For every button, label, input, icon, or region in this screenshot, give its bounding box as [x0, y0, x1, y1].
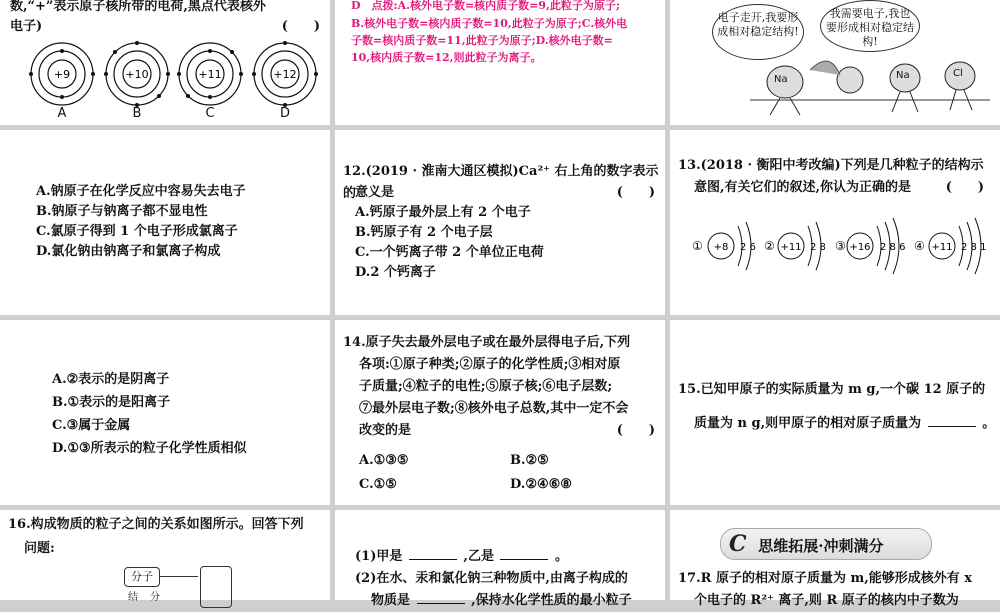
q16-part2-c: ,保持水化学性质的最小粒子 — [471, 593, 632, 608]
struct-3 — [835, 218, 905, 274]
q11-option-c[interactable]: C.氯原子得到 1 个电子形成氯离子 — [36, 224, 238, 239]
q13-stem-line1: 13.(2018 · 衡阳中考改编)下列是几种粒子的结构示 — [678, 158, 984, 173]
struct-1-core: +8 — [713, 242, 729, 253]
struct-3-shells: 2 8 6 — [880, 242, 906, 253]
atom-a-label: A — [57, 106, 67, 121]
cell-q16 — [0, 510, 330, 603]
q14-option-c[interactable]: C.①⑤ — [359, 477, 397, 492]
q15-stem-end: 。 — [982, 416, 996, 431]
struct-3-num: ③ — [835, 239, 846, 253]
speech-bubble-2: 我需要电子,我也要形成相对稳定结构! — [820, 0, 920, 52]
cell-cartoon — [670, 0, 1000, 125]
q16-label-v2: 分 — [150, 592, 160, 603]
q13-answer-bracket: ( ) — [945, 180, 984, 195]
q15-stem-line2-text: 质量为 n g,则甲原子的相对原子质量为 — [694, 416, 922, 431]
q13-stem-line2-text: 意图,有关它们的叙述,你认为正确的是 — [694, 180, 912, 195]
answer-line2: B.核外电子数=核内质子数=10,此粒子为原子;C.核外电 — [351, 17, 628, 30]
q13-option-b[interactable]: B.①表示的是阳离子 — [52, 395, 171, 410]
q10-text-line2 — [10, 16, 320, 38]
q16-part1 — [355, 546, 568, 568]
q16-box-right — [200, 566, 232, 608]
atom-c-core: +11 — [198, 68, 222, 81]
atom-d-core: +12 — [273, 68, 297, 81]
cartoon-na-label-2: Na — [896, 70, 910, 81]
q16-part2-line2 — [371, 590, 632, 612]
atom-c-label: C — [205, 106, 215, 121]
q14-answer-bracket: ( ) — [616, 423, 655, 438]
q16-blank-2[interactable] — [500, 559, 548, 560]
q12-option-c[interactable]: C.一个钙离子带 2 个单位正电荷 — [355, 245, 544, 260]
answer-line1: D 点拨:A.核外电子数=核内质子数=9,此粒子为原子; — [351, 0, 620, 12]
cell-q15 — [670, 320, 1000, 505]
q10-answer-bracket: ( ) — [281, 19, 320, 34]
struct-4-shells: 2 8 1 — [961, 242, 987, 253]
q14-stem-line1: 14.原子失去最外层电子或在最外层得电子后,下列 — [343, 335, 631, 350]
atom-b-core: +10 — [125, 68, 149, 81]
struct-3-core: +16 — [849, 242, 871, 253]
q14-option-a[interactable]: A.①③⑤ — [359, 453, 409, 468]
cartoon-na-label: Na — [774, 74, 788, 85]
atom-b-label: B — [132, 106, 142, 121]
q10-text-line1: 数,“+”表示原子核所带的电荷,黑点代表核外 — [10, 0, 266, 14]
q12-stem-line2-text: 意义是 — [355, 185, 395, 200]
cell-q13-options — [0, 320, 330, 505]
q11-option-a[interactable]: A.钠原子在化学反应中容易失去电子 — [36, 184, 246, 199]
cell-q16-answers — [335, 510, 665, 608]
struct-2-core: +11 — [780, 242, 802, 253]
q16-part1-c: 。 — [555, 549, 569, 564]
q13-option-a[interactable]: A.②表示的是阴离子 — [52, 372, 170, 387]
cell-q12 — [335, 130, 665, 315]
q13-option-c[interactable]: C.③属于金属 — [52, 418, 131, 433]
atom-c — [177, 43, 243, 105]
q16-part1-a: (1)甲是 — [355, 549, 403, 564]
q17-stem-line2: 个电子的 R²⁺ 离子,则 R 原子的核内中子数为 — [694, 593, 959, 608]
q16-blank-1[interactable] — [409, 559, 457, 560]
atom-d-label: D — [279, 106, 290, 121]
q14-stem-line4: ⑦最外层电子数;⑧核外电子总数,其中一定不会 — [359, 401, 629, 416]
q12-option-a[interactable]: A.钙原子最外层上有 2 个电子 — [355, 205, 531, 220]
struct-1 — [692, 222, 756, 270]
q14-option-d[interactable]: D.②④⑥⑧ — [510, 477, 572, 492]
struct-2-num: ② — [764, 239, 775, 253]
q14-stem-line3: 子质量;④粒子的电性;⑤原子核;⑥电子层数; — [359, 379, 613, 394]
speech-bubble-1: 电子走开,我要形成相对稳定结构! — [712, 4, 804, 60]
q14-stem-line2: 各项:①原子种类;②原子的化学性质;③相对原 — [359, 357, 621, 372]
cell-q13 — [670, 130, 1000, 315]
struct-4-num: ④ — [914, 239, 925, 253]
section-c-banner — [720, 528, 932, 560]
q12-option-d[interactable]: D.2 个钙离子 — [355, 265, 436, 280]
q16-blank-3[interactable] — [417, 603, 465, 604]
cell-q11-options — [0, 130, 330, 315]
cartoon-cl-label: Cl — [953, 68, 963, 79]
struct-1-shells: 2 6 — [740, 242, 756, 253]
q16-stem-line1: 16.构成物质的粒子之间的关系如图所示。回答下列 — [8, 517, 304, 532]
q12-stem-line1: 12.(2019 · 淮南大通区模拟)Ca²⁺ 右上角的数字表示的 — [343, 164, 659, 201]
section-c-title: 思维拓展·冲刺满分 — [758, 537, 884, 555]
q13-stem-line2 — [694, 177, 984, 199]
q15-answer-blank[interactable] — [928, 426, 976, 427]
q12-option-b[interactable]: B.钙原子有 2 个电子层 — [355, 225, 493, 240]
atom-d — [252, 41, 318, 107]
q12-stem-line2 — [355, 182, 655, 204]
q12-answer-bracket: ( ) — [616, 185, 655, 200]
atom-a-core: +9 — [53, 68, 71, 81]
cell-q14 — [335, 320, 665, 505]
cell-answer — [335, 0, 665, 125]
q14-stem-line5 — [359, 420, 655, 442]
q16-part1-b: ,乙是 — [463, 549, 494, 564]
struct-1-num: ① — [692, 239, 703, 253]
q17-stem-line1: 17.R 原子的相对原子质量为 m,能够形成核外有 x — [678, 571, 973, 586]
q14-option-b[interactable]: B.②⑤ — [510, 453, 549, 468]
atom-a — [29, 43, 95, 105]
q16-arrow — [160, 576, 198, 577]
q10-text-line2-label: 电子) — [10, 19, 43, 34]
answer-line3: 子数=核内质子数=11,此粒子为原子;D.核外电子数= — [351, 34, 613, 47]
q13-option-d[interactable]: D.①③所表示的粒子化学性质相似 — [52, 441, 247, 456]
q16-part2-line1: (2)在水、汞和氯化钠三种物质中,由离子构成的 — [355, 571, 628, 586]
struct-4-core: +11 — [931, 242, 953, 253]
struct-2 — [764, 222, 826, 270]
struct-2-shells: 2 8 — [810, 242, 826, 253]
struct-4 — [914, 218, 986, 274]
atom-b — [104, 41, 170, 107]
section-c-letter: C — [729, 531, 747, 557]
q16-stem-line2: 问题: — [24, 541, 55, 556]
answer-line4: 10,核内质子数=12,则此粒子为离子。 — [351, 51, 542, 64]
q11-option-b[interactable]: B.钠原子与钠离子都不显电性 — [36, 204, 208, 219]
cell-q10-diagrams — [0, 0, 330, 125]
q16-part2-b: 物质是 — [371, 593, 411, 608]
particle-structures — [670, 212, 1000, 282]
q16-box-molecule: 分子 — [124, 567, 160, 587]
q11-option-d[interactable]: D.氯化钠由钠离子和氯离子构成 — [36, 244, 221, 259]
q15-stem-line1: 15.已知甲原子的实际质量为 m g,一个碳 12 原子的 — [678, 382, 986, 397]
q15-stem-line2 — [694, 413, 995, 435]
cartoon-figures — [670, 0, 1000, 125]
q14-stem-line5-text: 改变的是 — [359, 423, 412, 438]
q16-label-v1: 结 — [128, 592, 138, 603]
